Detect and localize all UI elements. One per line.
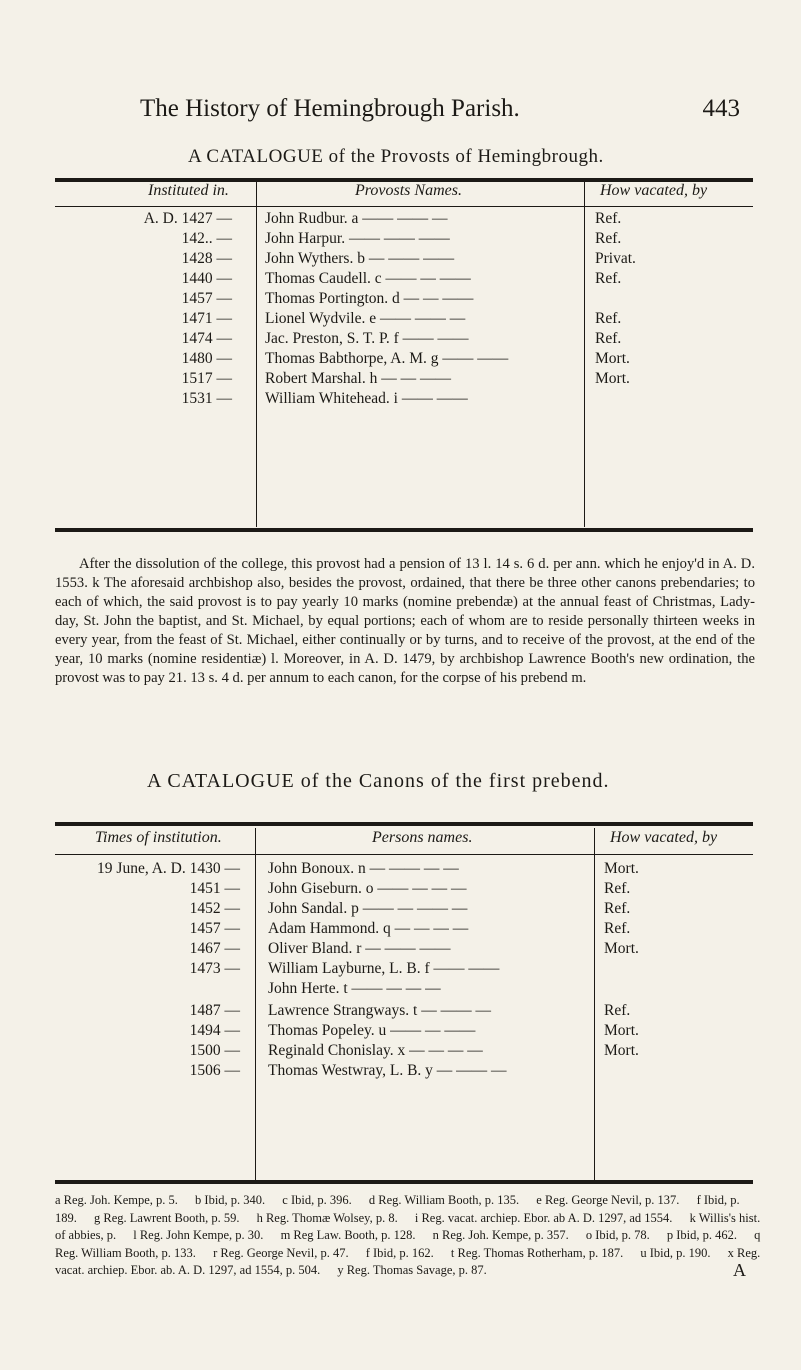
row-year: 1517 — — [181, 370, 232, 387]
row-name: William Whitehead. i —— —— — [265, 390, 468, 407]
row-name: Lionel Wydvile. e —— —— — — [265, 310, 466, 327]
row-year: 142.. — — [181, 230, 232, 247]
row-year: 1452 — — [189, 900, 240, 917]
footnote: f Ibid, p. 162. — [365, 1245, 434, 1260]
row-year: 1457 — — [181, 290, 232, 307]
footnote: t Reg. Thomas Rotherham, p. 187. — [450, 1245, 624, 1260]
row-how: Mort. — [604, 940, 639, 957]
provosts-catalogue-title: A CATALOGUE of the Provosts of Hemingbrough. — [188, 146, 604, 167]
table-bottom-rule — [55, 1180, 753, 1184]
footnote: n Reg. Joh. Kempe, p. 357. — [432, 1228, 569, 1242]
column-divider — [594, 828, 595, 1180]
row-name: Thomas Portington. d — — —— — [265, 290, 474, 307]
canons-catalogue-title: A CATALOGUE of the Canons of the first prebend. — [147, 770, 610, 792]
row-year: 1531 — — [181, 390, 232, 407]
row-how: Mort. — [595, 370, 630, 387]
col-header-persons: Persons names. — [372, 829, 473, 846]
row-name: John Bonoux. n — —— — — — [268, 860, 459, 877]
table-top-rule — [55, 822, 753, 826]
footnote: u Ibid, p. 190. — [640, 1245, 711, 1260]
catchword: A — [733, 1260, 746, 1280]
row-name: John Sandal. p —— — —— — — [268, 900, 468, 917]
row-name: Reginald Chonislay. x — — — — — [268, 1042, 483, 1059]
row-year: 1487 — — [189, 1002, 240, 1019]
row-name: John Rudbur. a —— —— — — [265, 210, 448, 227]
row-year: 1451 — — [189, 880, 240, 897]
page-number: 443 — [702, 95, 740, 122]
row-how: Mort. — [604, 1022, 639, 1039]
row-name: Lawrence Strangways. t — —— — — [268, 1002, 491, 1019]
footnote: l Reg. John Kempe, p. 30. — [133, 1228, 264, 1242]
row-how: Ref. — [595, 330, 622, 347]
col-header-times: Times of institution. — [95, 829, 222, 846]
footnote: g Reg. Lawrent Booth, p. 59. — [94, 1210, 240, 1225]
row-name: John Herte. t —— — — — — [268, 980, 441, 997]
footnote: p Ibid, p. 462. — [666, 1228, 738, 1242]
row-year: 1500 — — [189, 1042, 240, 1059]
row-how: Ref. — [604, 900, 631, 917]
body-paragraph — [55, 555, 755, 688]
row-year: 1506 — — [189, 1062, 240, 1079]
row-year: 1480 — — [181, 350, 232, 367]
row-how: Privat. — [595, 250, 636, 267]
footnote: b Ibid, p. 340. — [195, 1193, 266, 1207]
footnote: r Reg. George Nevil, p. 47. — [213, 1245, 349, 1260]
row-year: 1474 — — [181, 330, 232, 347]
paragraph-text: After the dissolution of the college, this provost had a pension of 13 l. 14 s. 6 d. per ann. which he enjoy'd in A. D. 1553. k The aforesaid archbishop also, besides the provost, ordained, that there be three other canons prebendaries; to each of which, the said provost is to pay yearly 10 marks (nomine prebendæ) at the annual feast of Christmas, Lady-day, St. John the baptist, and St. Michael, by equal portions; each of whom are to reside personally thirteen weeks in every year, from the feast of St. Michael, either continually or by turns, and to receive of the provost, at the end of the year, 10 marks (nomine residentiæ) l. Moreover, in A. D. 1479, by archbishop Lawrence Booth's new ordination, the provost was to pay 21. 13 s. 4 d. per annum to each canon, for the corpse of his prebend m. — [55, 556, 755, 686]
row-how: Ref. — [604, 1002, 631, 1019]
footnote: i Reg. vacat. archiep. Ebor. ab A. D. 1297, ad 1554. — [414, 1210, 673, 1225]
col-header-how-vacated: How vacated, by — [610, 829, 718, 846]
column-divider — [255, 828, 256, 1180]
row-year: 1473 — — [189, 960, 240, 977]
row-how: Mort. — [604, 860, 639, 877]
row-name: Adam Hammond. q — — — — — [268, 920, 469, 937]
row-year: 1440 — — [181, 270, 232, 287]
row-how: Mort. — [595, 350, 630, 367]
row-year: 1467 — — [189, 940, 240, 957]
row-name: Thomas Caudell. c —— — —— — [265, 270, 471, 287]
row-year: 19 June, A. D. 1430 — — [97, 860, 240, 877]
footnote: a Reg. Joh. Kempe, p. 5. — [55, 1193, 178, 1207]
row-how: Ref. — [595, 270, 622, 287]
footnote: h Reg. Thomæ Wolsey, p. 8. — [256, 1210, 398, 1225]
footnote: x Reg. vacat. archiep. Ebor. ab. A. D. 1297, ad 1554, p. 504. — [55, 1245, 761, 1277]
footnote: d Reg. William Booth, p. 135. — [368, 1193, 520, 1207]
footnotes — [55, 1192, 765, 1280]
row-how: Ref. — [595, 310, 622, 327]
row-name: Thomas Popeley. u —— — —— — [268, 1022, 476, 1039]
row-how: Ref. — [604, 920, 631, 937]
column-divider — [584, 182, 585, 527]
row-year: 1471 — — [181, 310, 232, 327]
row-name: William Layburne, L. B. f —— —— — [268, 960, 500, 977]
row-how: Ref. — [595, 210, 622, 227]
row-year: 1428 — — [181, 250, 232, 267]
row-how: Ref. — [604, 880, 631, 897]
footnote: q Reg. William Booth, p. 133. — [55, 1228, 761, 1260]
row-name: John Wythers. b — —— —— — [265, 250, 455, 267]
row-year: A. D. 1427 — — [143, 210, 232, 227]
footnote: f Ibid, p. 189. — [55, 1193, 740, 1225]
row-name: Robert Marshal. h — — —— — [265, 370, 451, 387]
row-year: 1457 — — [189, 920, 240, 937]
footnote: o Ibid, p. 78. — [585, 1228, 650, 1242]
row-name: Oliver Bland. r — —— —— — [268, 940, 451, 957]
col-header-how-vacated: How vacated, by — [600, 182, 708, 199]
row-name: Thomas Westwray, L. B. y — —— — — [268, 1062, 507, 1079]
row-how: Mort. — [604, 1042, 639, 1059]
col-header-instituted: Instituted in. — [148, 182, 229, 199]
row-name: Thomas Babthorpe, A. M. g —— —— — [265, 350, 509, 367]
header-rule — [55, 206, 753, 207]
running-head-title: The History of Hemingbrough Parish. — [140, 95, 520, 122]
row-name: John Giseburn. o —— — — — — [268, 880, 467, 897]
row-name: John Harpur. —— —— —— — [265, 230, 450, 247]
header-rule — [55, 854, 753, 855]
footnote: c Ibid, p. 396. — [282, 1193, 352, 1207]
footnote: y Reg. Thomas Savage, p. 87. — [337, 1263, 487, 1277]
footnote: e Reg. George Nevil, p. 137. — [536, 1193, 680, 1207]
table-bottom-rule — [55, 528, 753, 532]
footnote: k Willis's hist. of abbies, p. — [55, 1210, 761, 1242]
row-how: Ref. — [595, 230, 622, 247]
running-head — [140, 95, 740, 123]
footnote: m Reg Law. Booth, p. 128. — [280, 1228, 416, 1242]
row-name: Jac. Preston, S. T. P. f —— —— — [265, 330, 469, 347]
row-year: 1494 — — [189, 1022, 240, 1039]
column-divider — [256, 182, 257, 527]
col-header-names: Provosts Names. — [355, 182, 462, 199]
